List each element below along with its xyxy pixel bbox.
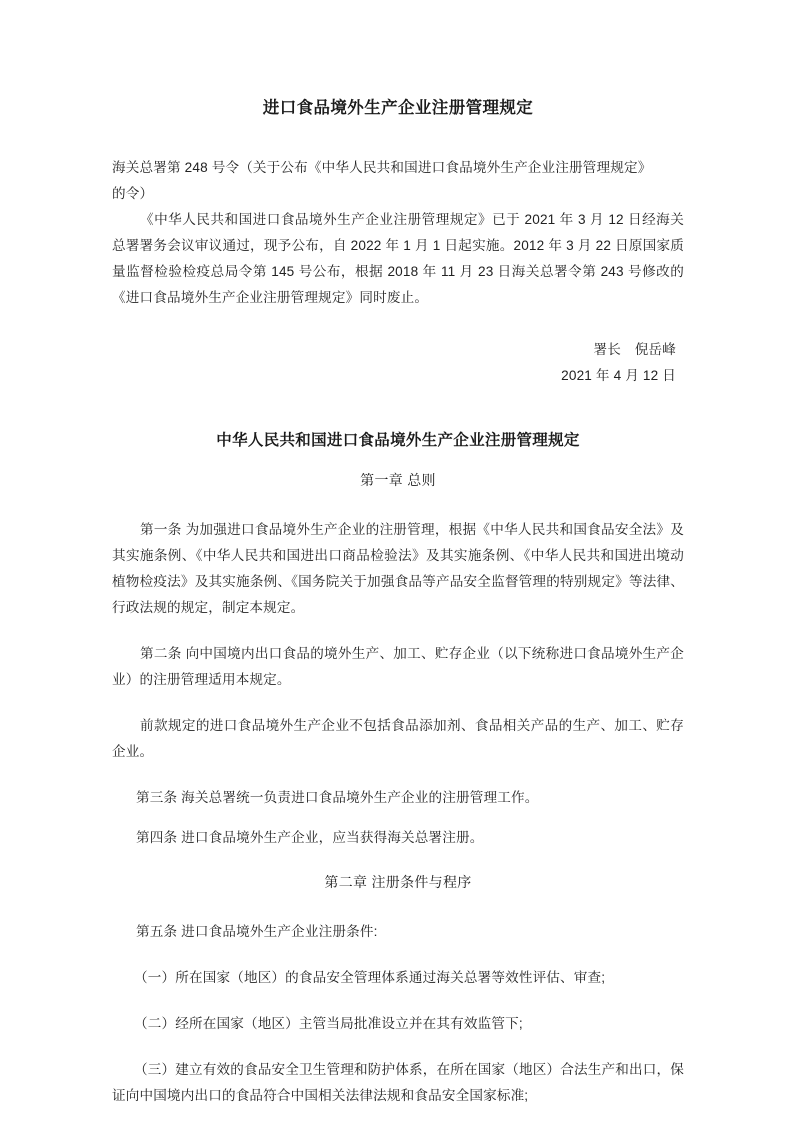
- decree-notice-block: [112, 155, 684, 311]
- chapter-heading-2: 第二章 注册条件与程序: [324, 874, 472, 890]
- decree-number-line-continued: 的令）: [112, 186, 154, 201]
- signer-name: 署长 倪岳峰: [593, 342, 676, 357]
- chapter-heading-1: 第一章 总则: [360, 472, 436, 488]
- signature-date: 2021 年 4 月 12 日: [561, 368, 676, 383]
- spacer: [112, 451, 684, 469]
- decree-body-paragraph: 《中华人民共和国进口食品境外生产企业注册管理规定》已于 2021 年 3 月 12 日经海关总署署务会议审议通过，现予公布，自 2022 年 1 月 1 日起实施。2012 年 3 月 22 日原国家质量监督检验检疫总局令第 145 号公布，根据 2018 年 11 月 23 日海关总署令第 243 号修改的《进口食品境外生产企业注册管理规定》同时废止。: [112, 212, 684, 305]
- decree-number-line: 海关总署第 248 号令（关于公布《中华人民共和国进口食品境外生产企业注册管理规定》: [112, 160, 652, 175]
- page-title: 进口食品境外生产企业注册管理规定: [262, 98, 534, 117]
- chapter-section-1: [112, 469, 684, 851]
- signature-block: [112, 337, 684, 389]
- article-5-item-1: （一）所在国家（地区）的食品安全管理体系通过海关总署等效性评估、审查;: [134, 970, 606, 985]
- article-1: 第一条 为加强进口食品境外生产企业的注册管理，根据《中华人民共和国食品安全法》及其实施条例、《中华人民共和国进出口商品检验法》及其实施条例、《中华人民共和国进出境动植物检疫法》及其实施条例、《国务院关于加强食品等产品安全监督管理的特别规定》等法律、行政法规的规定，制定本规定。: [112, 522, 684, 615]
- article-2: 第二条 向中国境内出口食品的境外生产、加工、贮存企业（以下统称进口食品境外生产企业）的注册管理适用本规定。: [112, 646, 684, 687]
- article-2-second-paragraph: 前款规定的进口食品境外生产企业不包括食品添加剂、食品相关产品的生产、加工、贮存企业。: [112, 718, 684, 759]
- article-5: 第五条 进口食品境外生产企业注册条件:: [136, 924, 378, 939]
- article-3: 第三条 海关总署统一负责进口食品境外生产企业的注册管理工作。: [136, 790, 539, 805]
- document-content: [112, 0, 684, 1109]
- spacer: [112, 851, 684, 871]
- chapter-section-2: [112, 871, 684, 1109]
- regulation-title: 中华人民共和国进口食品境外生产企业注册管理规定: [216, 431, 580, 449]
- article-4: 第四条 进口食品境外生产企业，应当获得海关总署注册。: [136, 830, 484, 845]
- article-5-item-3: （三）建立有效的食品安全卫生管理和防护体系，在所在国家（地区）合法生产和出口，保证向中国境内出口的食品符合中国相关法律法规和食品安全国家标准;: [112, 1062, 684, 1103]
- article-5-item-2: （二）经所在国家（地区）主管当局批准设立并在其有效监管下;: [134, 1016, 523, 1031]
